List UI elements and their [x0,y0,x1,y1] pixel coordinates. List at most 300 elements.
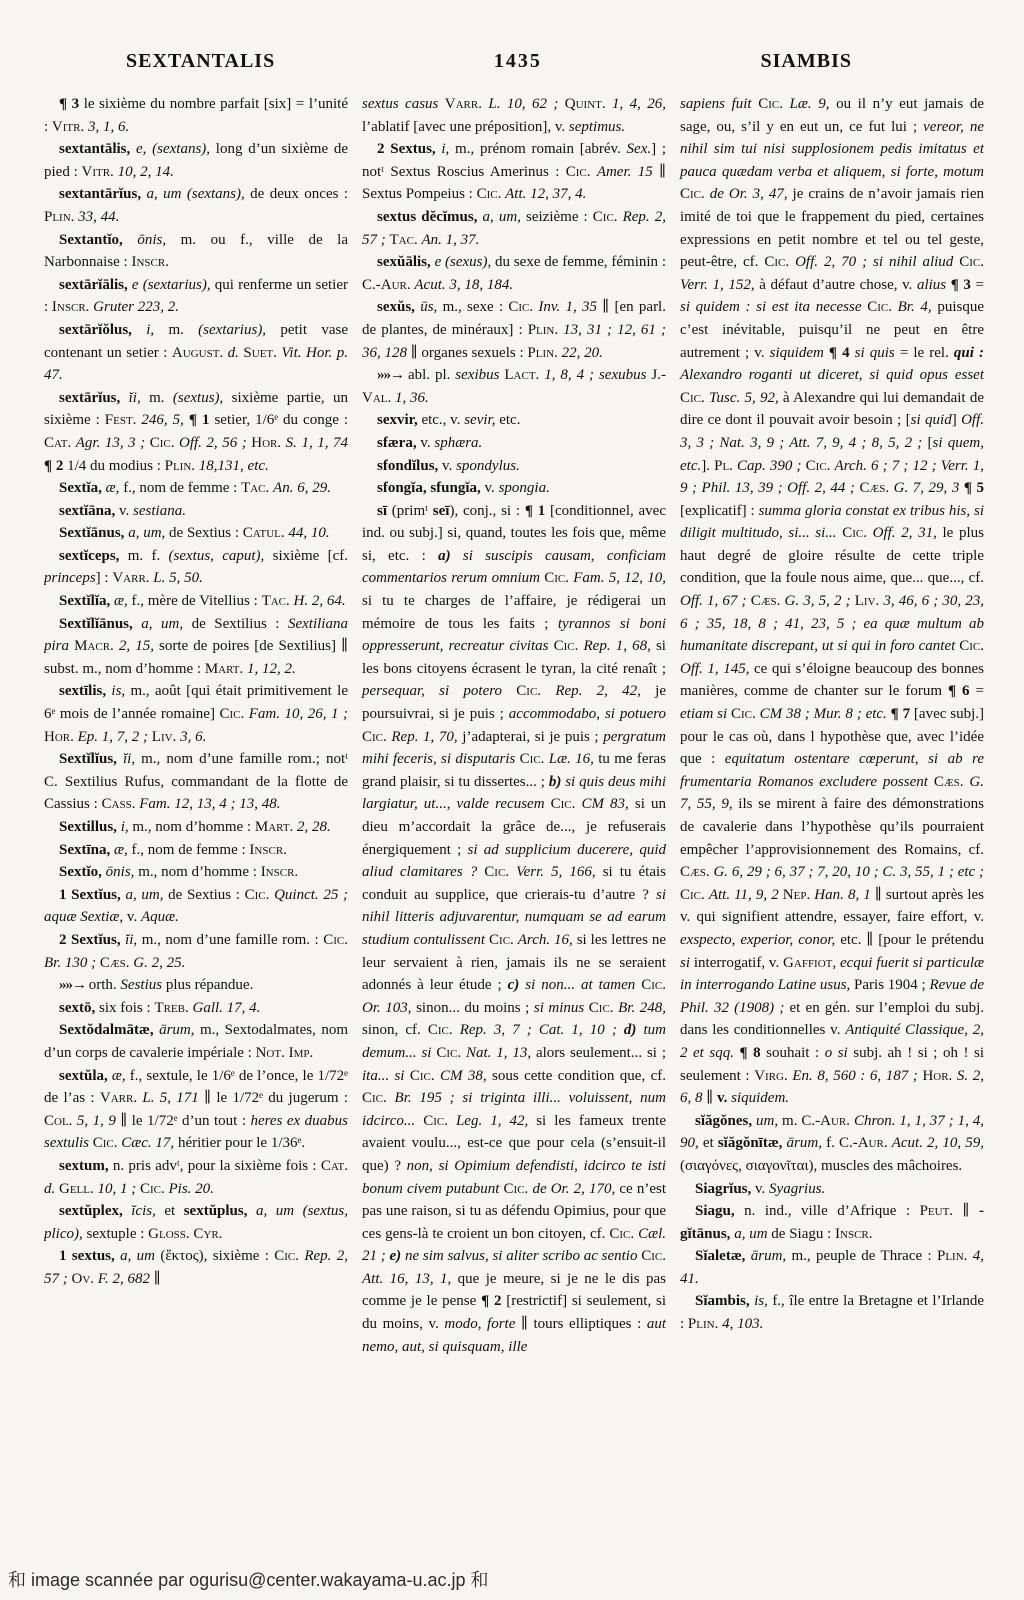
text-run: subj. ah ! si ; oh ! si seulement : [680,1044,984,1084]
text-run: ), conj., si : [449,502,525,519]
text-run: CM 38 ; Mur. 8 ; etc. [759,706,891,723]
headword-text: ¶ 5 [963,480,984,497]
headword-text: ¶ 8 [739,1044,767,1061]
text-run: Paris 1904 ; [854,977,930,994]
headword-text: ¶ 2 [481,1293,507,1310]
text-run: ∥ [962,1203,979,1220]
dictionary-entry [44,93,348,138]
text-run: 13, 31 ; 12, 61 ; 36, 128 [362,321,666,361]
text-run: ∥ organes sexuels : [410,344,528,361]
text-run: m., août [qui était primitivement le 6ᵉ mois de l’année romaine] [44,683,348,723]
text-run: Verr. 1, 152, [680,276,760,293]
text-run: si [680,954,694,971]
text-run: »»→ [59,977,89,994]
text-run: Vitr. [81,163,118,180]
text-run: n. ind., ville d’Afrique : [744,1203,920,1220]
text-run: = [975,683,984,700]
text-run: Cass. [101,796,140,813]
text-run: Gell. [59,1180,98,1197]
text-run: siquidem. [731,1090,790,1107]
text-run: 5, 1, 9 [76,1112,121,1129]
text-run: Att. 16, 13, 1, [362,1270,458,1287]
headword-text: sexvir, [377,412,422,429]
text-run: à défaut d’autre chose, v. [759,276,917,293]
text-run: si quem, etc. [680,434,984,474]
running-head [44,50,984,73]
text-run: Cic. [764,254,796,271]
text-run: m., nom d’une famille rom. : [141,931,324,948]
text-run: Catul. [242,525,289,542]
text-run: ecqui fuerit si particulæ in interrogando Latine usus, [680,954,984,994]
text-run: Cic. [476,186,506,203]
text-run: Cic. [519,751,549,768]
text-run: alors seulement... si ; [535,1044,666,1061]
text-run: e (sextarius), [131,276,215,293]
text-run: si ad supplicium ducerere, quid aliud clamitares ? [362,841,666,881]
text-run: f., île entre la Bretagne et l’Irlande : [680,1293,984,1333]
text-run: et [164,1203,184,1220]
text-run: Cic. [959,638,984,655]
text-run: sapiens fuit [680,96,759,112]
text-run: si quidem : si est ita necesse [680,299,868,316]
headword-text: Sextĭlĭus, [59,751,123,768]
text-run: v. [420,434,435,451]
dictionary-entry [44,590,348,613]
text-run: ne sim salvus, si aliter scribo ac sentio [404,1248,642,1265]
text-run: a, um [734,1225,772,1242]
text-run: a, um, [128,525,170,542]
text-run: ārum, [159,1022,200,1039]
text-run: Att. 12, 37, 4. [505,186,587,203]
text-run: Agr. 13, 3 ; [75,434,150,451]
text-run: e) [389,1248,405,1265]
text-run: Br. 130 ; [44,954,100,971]
text-run: petit vase contenant un setier : [44,321,348,361]
text-run: ∥ [153,1270,161,1287]
text-run: 1, 8, 4 ; sexubus [544,367,652,384]
headword-text: sfondĭlus, [377,457,443,474]
text-run: o si [824,1044,854,1061]
text-run: Nat. 1, 13, [465,1044,536,1061]
text-run: An. 6, 29. [273,480,331,497]
text-run: Inscr. [51,299,94,316]
text-run: ∥ [en parl. de plantes, de minéraux] : [362,299,666,338]
dictionary-entry [44,138,348,183]
text-run: Sex. [626,141,652,158]
text-run: Quinct. 25 ; aquæ Sextiæ, [44,886,348,926]
text-run: a, um, [125,886,169,903]
dictionary-entry [44,183,348,228]
dictionary-entry [362,364,666,409]
text-run: Cic. [758,96,790,112]
dictionary-entry [680,1178,984,1201]
text-run: sphæra. [434,434,483,451]
dictionary-entry [44,974,348,997]
text-run: Br. 195 ; si triginta illi... voluissent, num idcirco... [362,1090,666,1129]
text-run: Cic. [680,186,710,203]
dictionary-entry [362,251,666,296]
headword-text: sextantārĭus, [59,186,147,203]
dictionary-entry [362,432,666,455]
text-run: tum demum... si [362,1022,666,1061]
text-run: Cic. [550,796,582,813]
text-run: sous cette condition que, cf. [492,1067,666,1084]
headword-text: ¶ 1 [188,412,215,429]
text-run: Macr. [74,638,119,655]
headword-text: Sextĭo, [59,864,106,881]
text-run: du sexe de femme, féminin : [495,254,667,271]
text-run: j’adapterai, si je puis ; [462,728,604,745]
headword-text: ¶ 7 [890,706,914,723]
text-run: v. [755,1180,770,1197]
text-run: Fam. 10, 26, 1 ; [248,706,348,723]
text-run: Off. 3, 3 ; Nat. 3, 9 ; Att. 7, 9, 4 ; 8, 5, 2 ; [680,412,984,451]
headword-text: ¶ 2 [44,457,68,474]
text-run: si un dieu m’accordait la grâce de..., je refuserais énergiquement ; [362,796,666,858]
text-run: Amer. 15 [596,163,660,180]
text-run: = le rel. [899,344,954,361]
text-run: (σιαγόνες, σιαγονῖται), muscles des mâchoires. [680,1157,963,1174]
text-run: v. [126,909,141,926]
text-run: ] [951,412,962,429]
text-run: Cic. [274,1248,305,1265]
text-run: d) [623,1022,644,1039]
text-run: de Sextius : [169,525,243,542]
text-run: Cic. [484,864,517,881]
text-run: puisque c’est inévitable, puisqu’il ne peut en être autrement ; v. [680,299,984,361]
text-run: L. 10, 62 ; [488,96,565,112]
text-run: Inv. 1, 35 [538,299,603,316]
text-run: Cic. [503,1180,533,1197]
text-run: b) [548,773,566,790]
text-run: persequar, si potero [362,683,517,700]
text-run: ]. [701,457,715,474]
text-run: e, (sextans), [136,141,216,158]
text-run: etc., v. [421,412,465,429]
headword-text: sextŭplus, [183,1203,256,1220]
text-run: Vitr. [51,118,88,135]
scan-credit: 和 image scannée par ogurisu@center.wakayama-u.ac.jp 和 [8,1570,489,1590]
headword-text: 2 Sextĭus, [59,931,126,948]
text-run: Cic. [731,706,760,723]
text-run: Tac. [389,231,422,248]
text-run: si tu te charges de l’affaire, je rédigerai un mémoire de tous les faits ; [362,593,666,632]
text-run: Cæs. [99,954,134,971]
text-run: Cæs. [750,593,785,610]
text-run: ĭcis, [131,1203,165,1220]
text-run: i, [146,321,169,338]
text-run: je crains de n’avoir jamais rien imité de toi que le frappement du pied, certaines expressions en petit nombre et tel ou tel geste, peut-être, cf. [680,186,984,271]
text-run: is, [754,1293,773,1310]
dictionary-entry [44,680,348,748]
text-run: m., sexe : [442,299,509,316]
dictionary-entry [680,1200,984,1245]
text-run: S. 2, 6, 8 [680,1067,984,1107]
text-run: G. 6, 29 ; 6, 37 ; 7, 20, 10 ; C. 3, 55, 1 ; etc ; [713,864,984,881]
text-run: i, [441,141,456,158]
text-run: sextus casus [362,96,445,112]
headword-text: sfongĭa, sfungĭa, [377,480,485,497]
text-run: æ, [111,1067,130,1084]
text-run: sixième partie, un sixième : [44,389,348,429]
text-run: Plin. [164,457,199,474]
text-run: m., nom d’une famille rom.; notᵗ C. Sextilius Rufus, commandant de la flotte de Cassius : [44,751,348,813]
text-run: m., nom d’homme : [132,819,255,835]
text-run: ĭi, [125,931,142,948]
text-run: que je meure, si je ne le dis pas comme je le pense [362,1270,666,1310]
text-run: Mart. [254,819,298,835]
text-run: ou il n’y eut jamais de sage, ou, s’il y en eut un, ce fut lui ; [680,96,984,135]
text-run: ∥ le 1/72ᵉ d’un tout : [120,1112,251,1129]
text-run: Plin. [527,344,562,361]
text-run: Rep. 3, 7 ; Cat. 1, 10 ; [459,1022,624,1039]
text-run: æ, [114,841,132,858]
text-run: Peut. [919,1203,963,1220]
text-run: Cic. [244,886,275,903]
headword-text: 1 Sextĭus, [59,886,126,903]
text-run: Liv. [854,593,884,610]
text-run: CM 83, [581,796,635,813]
text-run: Cæs. [933,773,970,790]
text-run: Cic. [323,931,348,948]
text-run: six fois : [99,999,155,1016]
text-run: m. ou f., ville de la Narbonnaise : [44,231,348,271]
text-run: interrogatif, v. [693,954,784,971]
text-run: æ, [114,593,132,610]
headword-text: Sextĭlĭa, [59,593,114,610]
text-run: m., peuple de Thrace : [791,1248,937,1265]
text-run: 3, 6. [180,728,207,745]
text-run: An. 1, 37. [421,231,480,248]
text-run: Varr. [112,570,154,587]
headword-text: Sĭambis, [695,1293,755,1310]
text-run: et [702,1135,718,1152]
text-run: Antiquité Classique, 2, 2 et sqq. [680,1022,984,1061]
text-run: um, [756,1112,783,1129]
headword-text: Sĭaletæ, [695,1248,751,1265]
text-run: [ [927,434,933,451]
text-run: (sextus, caput), [168,547,273,564]
text-run: H. 2, 64. [293,593,346,610]
dictionary-entry [44,839,348,862]
text-run: Off. 2, 31, [872,525,943,542]
text-run: Chron. 1, 1, 37 ; 1, 4, 90, [680,1112,984,1152]
dictionary-entry [362,500,666,1359]
text-run: sinon, cf. [362,1022,428,1039]
headword-text: sextŭplex, [59,1203,132,1220]
headword-text: sextŭla, [59,1067,112,1084]
text-run: Rep. 1, 68, [583,638,656,655]
text-run: C.-Aur. [838,1135,892,1152]
text-run: Læ. 16, [548,751,599,768]
text-run: 44, 10. [288,525,330,542]
text-run: Cic. [427,1022,460,1039]
dictionary-entry [362,409,666,432]
headword-text: sĭăgŏnes, [695,1112,757,1129]
text-run: Cic. [641,977,666,994]
text-run: Cic. [516,683,556,700]
dictionary-entry [44,522,348,545]
text-run: 1, 4, 26, [611,96,667,112]
text-run: plus répandue. [165,977,254,994]
text-run: Hor. [251,434,286,451]
text-run: (sextus), [172,389,232,406]
dictionary-entry [44,816,348,839]
text-run: Cic. [805,457,835,474]
text-run: ce n’est pas une raison, si tu as défendu Opimius, pour que ces gens-là te croient un bon citoyen, cf. [362,1180,666,1242]
text-run: Cæl. 21 ; [362,1225,666,1265]
text-run: si quid [910,412,952,429]
text-run: G. 2, 25. [133,954,186,971]
dictionary-entry [44,929,348,974]
text-run: Sextiliana pira [44,615,348,655]
text-run: Cic. [219,706,249,723]
dictionary-entry [44,748,348,816]
text-run: Lact. [504,367,545,384]
text-run: Br. 248, [618,999,666,1016]
text-run: Cic. [842,525,873,542]
text-run: 1/4 du modius : [67,457,165,474]
text-run: a, um [120,1248,161,1265]
text-run: C.-Aur. [362,276,415,293]
text-run: ∥ tours elliptiques : [520,1316,647,1333]
text-run: Cic. [362,728,392,745]
text-run: exspecto, experior, conor, [680,931,841,948]
headword-text: sextārĭŏlus, [59,321,147,338]
text-run: souhait : [766,1044,825,1061]
text-run: n. pris advᵗ, pour la sixième fois : [112,1157,321,1174]
text-run: 1, 12, 2. [247,660,296,677]
text-run: a, um (sextans), [146,186,251,203]
text-run: Aquæ. [140,909,179,926]
dictionary-entry [44,1065,348,1155]
text-run: ōnis, [105,864,139,881]
headword-text: 1 sextus, [59,1248,121,1265]
text-run: Cic. [592,208,623,225]
text-run: 4, 103. [722,1316,764,1333]
text-run: a, um, [482,208,527,225]
text-run: m., nom d’homme : [138,864,261,881]
text-run: de Or. 3, 47, [709,186,793,203]
text-run: Fam. 12, 13, 4 ; 13, 48. [139,796,281,813]
text-run: Revue de Phil. 32 (1908) ; [680,977,984,1016]
text-run: is, [111,683,131,700]
text-run: sexibus [455,367,505,384]
text-run: Cic. [609,1225,639,1242]
text-run: f., nom de femme : [123,480,242,497]
text-run: f., sextule, le 1/6ᵉ de l’once, le 1/72ᵉ de l’as : [44,1067,348,1107]
text-run: long d’un sixième de pied : [44,141,348,180]
text-run: Varr. [99,1090,143,1107]
headword-text: Sextĭlĭānus, [59,615,142,632]
dictionary-entry [44,229,348,274]
text-run: 3, 46, 6 ; 30, 23, 6 ; 35, 18, 8 ; 41, 23, 5 ; ea quæ multum ab humanitate discrepant, ut si qui in foro cantet [680,593,984,655]
headword-text: Siagu, [695,1203,745,1220]
headword-text: sextārĭālis, [59,276,132,293]
text-run: le sixième du nombre parfait [six] = l’unité : [44,96,348,135]
text-run: sevir, [464,412,500,429]
text-run: Inscr. [260,864,299,881]
text-run: Cic. [423,1112,456,1129]
headword-text: 2 Sextus, [377,141,442,158]
text-run: »»→ [377,367,408,384]
text-run: Cic. [680,389,709,406]
text-run: sextuple : [86,1225,149,1242]
text-run: ita... si [362,1067,410,1084]
text-run: 246, 5, [141,412,189,429]
text-run: m. [782,1112,802,1129]
text-run: setier, 1/6ᵉ du conge : [214,412,348,429]
text-run: Nep. [782,886,815,903]
text-run: Rep. 2, 57 ; [44,1248,348,1287]
text-run: Arch. 16, [517,931,577,948]
text-run: = [975,276,984,293]
text-run: sestiana. [133,502,186,519]
text-run: Cæs. [680,864,714,881]
dictionary-entry [44,500,348,523]
text-run: Cic. [436,1044,466,1061]
text-run: spondylus. [456,457,520,474]
dictionary-entry [44,1200,348,1245]
headword-text: sextus dĕcĭmus, [377,208,483,225]
text-run: etc. ∥ [pour le prétendu [840,931,984,948]
text-run: ōnis, [137,231,181,248]
text-run: Cic. [553,638,584,655]
text-run: Liv. [151,728,181,745]
text-run: ] : [95,570,113,587]
text-run: Vit. Hor. p. 47. [44,344,348,384]
text-run: Pis. 20. [168,1180,214,1197]
text-run: orth. [88,977,121,994]
dictionary-entry [44,613,348,681]
text-run: [restrictif] si seulement, si du moins, v. [362,1293,666,1333]
text-run: Alexandro roganti ut diceret, si quid opus esset [680,367,984,384]
dictionary-entry [680,1245,984,1290]
dictionary-entry [44,997,348,1020]
headword-text: sexŭs, [377,299,421,316]
dictionary-entry [44,274,348,319]
text-run: Cic. [149,434,179,451]
text-run: Inscr. [131,254,169,271]
text-run: si minus [533,999,589,1016]
text-run: a, um, [141,615,192,632]
text-run: je poursuivrai, si je puis ; [362,683,666,723]
dictionary-entry [680,93,984,1110]
text-run: v. [484,480,499,497]
text-run: de deux onces : [250,186,348,203]
text-run: summa gloria constat ex tribus his, si diligit multitudo, si... si... [680,502,984,542]
text-run: accommodabo, si potuero [508,706,667,723]
text-run: qui renferme un setier : [44,276,348,316]
text-run: Plin. [937,1248,973,1265]
text-run: de Sextius : [168,886,245,903]
headword-text: ¶ 3 [950,276,976,293]
headword-text: Sextillus, [59,819,121,835]
text-run: Mart. [204,660,248,677]
text-run: si nihil litteris adjuvarentur, numquam se ad earum studium contulissent [362,886,666,948]
dictionary-entry [44,477,348,500]
text-run: septimus. [568,118,626,135]
dictionary-entry [44,861,348,884]
headword-text: Siagrĭus, [695,1180,756,1197]
text-run: tyrannos si boni oppresserunt, recreatur civitas [362,615,666,655]
text-run: Fam. 5, 12, 10, [573,570,666,587]
text-run: Cic. [867,299,898,316]
text-run: Rep. 2, 57 ; [362,208,666,248]
text-run: Br. 4, [897,299,938,316]
text-run: L. 5, 171 [142,1090,205,1107]
text-run: Plin. [44,208,79,225]
